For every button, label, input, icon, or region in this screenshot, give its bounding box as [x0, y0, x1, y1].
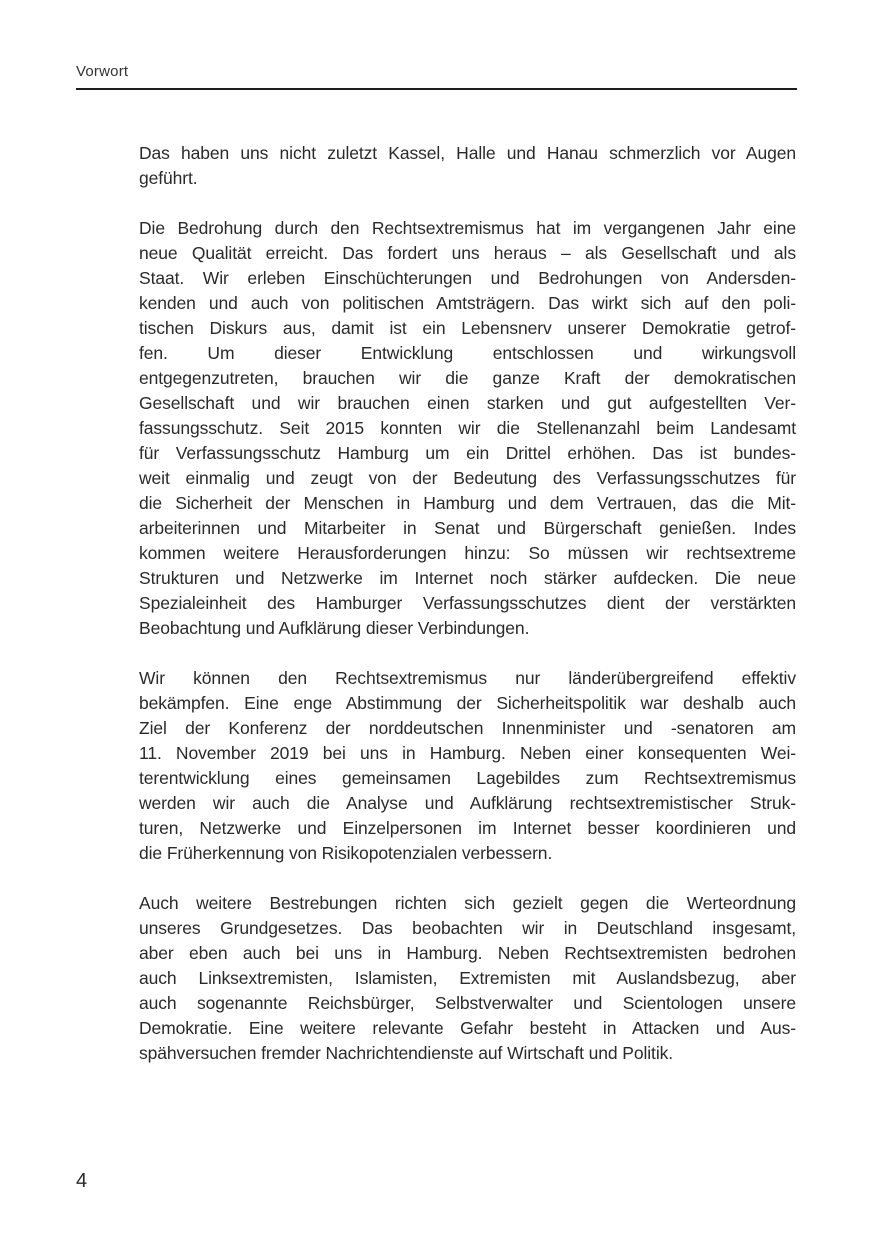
text-line: die Früherkennung von Risikopotenzialen verbessern. [139, 843, 553, 863]
text-line: aber eben auch bei uns in Hamburg. Neben Rechtsextremisten bedrohen [139, 943, 796, 963]
page-number: 4 [76, 1170, 88, 1192]
text-line: neue Qualität erreicht. Das fordert uns heraus – als Gesellschaft und als [139, 243, 796, 263]
text-line: arbeiterinnen und Mitarbeiter in Senat und Bürgerschaft genießen. Indes [139, 518, 796, 538]
text-line: 11. November 2019 bei uns in Hamburg. Neben einer konsequenten Wei- [139, 743, 796, 763]
paragraph [139, 141, 796, 191]
text-line: die Sicherheit der Menschen in Hamburg und dem Vertrauen, das die Mit- [139, 493, 796, 513]
text-line: Wir können den Rechtsextremismus nur länderübergreifend effektiv [139, 668, 796, 688]
text-line: werden wir auch die Analyse und Aufklärung rechtsextremistischer Struk- [139, 793, 796, 813]
text-line: auch Linksextremisten, Islamisten, Extremisten mit Auslandsbezug, aber [139, 968, 796, 988]
text-line: Beobachtung und Aufklärung dieser Verbindungen. [139, 618, 530, 638]
text-line: geführt. [139, 168, 198, 188]
text-line: auch sogenannte Reichsbürger, Selbstverwalter und Scientologen unsere [139, 993, 796, 1013]
text-line: bekämpfen. Eine enge Abstimmung der Sicherheitspolitik war deshalb auch [139, 693, 796, 713]
text-line: Das haben uns nicht zuletzt Kassel, Halle und Hanau schmerzlich vor Augen [139, 143, 796, 163]
text-line: für Verfassungsschutz Hamburg um ein Drittel erhöhen. Das ist bundes- [139, 443, 796, 463]
text-line: weit einmalig und zeugt von der Bedeutung des Verfassungsschutzes für [139, 468, 796, 488]
text-line: kommen weitere Herausforderungen hinzu: So müssen wir rechtsextreme [139, 543, 796, 563]
text-line: Gesellschaft und wir brauchen einen starken und gut aufgestellten Ver- [139, 393, 796, 413]
text-line: turen, Netzwerke und Einzelpersonen im Internet besser koordinieren und [139, 818, 796, 838]
text-line: Demokratie. Eine weitere relevante Gefahr besteht in Attacken und Aus- [139, 1018, 796, 1038]
text-line: fen. Um dieser Entwicklung entschlossen und wirkungsvoll [139, 343, 796, 363]
text-line: terentwicklung eines gemeinsamen Lagebildes zum Rechtsextremismus [139, 768, 796, 788]
page-header-title: Vorwort [76, 63, 129, 80]
paragraph [139, 891, 796, 1066]
text-line: Staat. Wir erleben Einschüchterungen und Bedrohungen von Andersden- [139, 268, 796, 288]
text-line: Ziel der Konferenz der norddeutschen Innenminister und -senatoren am [139, 718, 796, 738]
text-line: unseres Grundgesetzes. Das beobachten wir in Deutschland insgesamt, [139, 918, 796, 938]
text-line: Spezialeinheit des Hamburger Verfassungsschutzes dient der verstärkten [139, 593, 796, 613]
body-text [139, 141, 796, 1091]
text-line: kenden und auch von politischen Amtsträgern. Das wirkt sich auf den poli- [139, 293, 796, 313]
text-line: Die Bedrohung durch den Rechtsextremismus hat im vergangenen Jahr eine [139, 218, 796, 238]
text-line: Auch weitere Bestrebungen richten sich gezielt gegen die Werteordnung [139, 893, 796, 913]
paragraph [139, 666, 796, 866]
text-line: fassungsschutz. Seit 2015 konnten wir die Stellenanzahl beim Landesamt [139, 418, 796, 438]
text-line: spähversuchen fremder Nachrichtendienste auf Wirtschaft und Politik. [139, 1043, 674, 1063]
text-line: tischen Diskurs aus, damit ist ein Lebensnerv unserer Demokratie getrof- [139, 318, 796, 338]
header-rule [76, 88, 797, 90]
text-line: entgegenzutreten, brauchen wir die ganze Kraft der demokratischen [139, 368, 796, 388]
paragraph [139, 216, 796, 641]
text-line: Strukturen und Netzwerke im Internet noch stärker aufdecken. Die neue [139, 568, 796, 588]
